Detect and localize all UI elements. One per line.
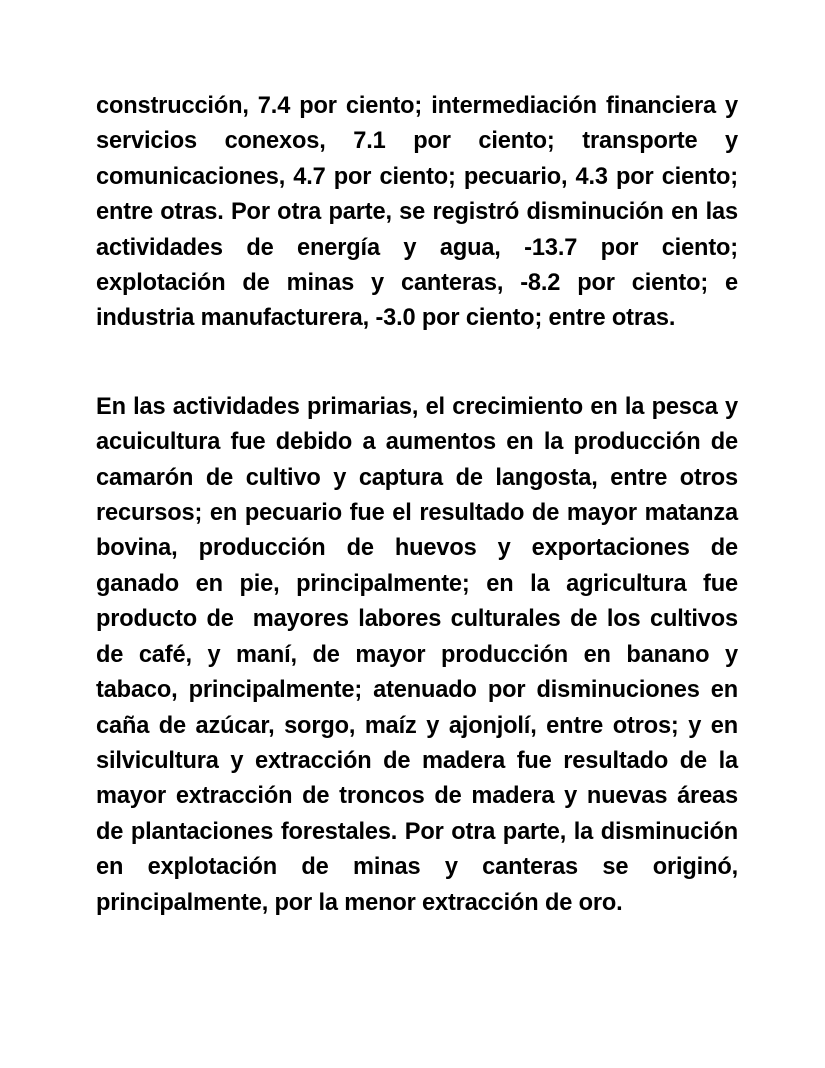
paragraph-economic-sectors: construcción, 7.4 por ciento; intermediación financiera y servicios conexos, 7.1 por ciento; transporte y comunicaciones, 4.7 por ciento; pecuario, 4.3 por ciento; entre otras. Por otra parte, se registró disminución en las actividades de energía y agua, -13.7 por ciento; explotación de minas y canteras, -8.2 por ciento; e industria manufacturera, -3.0 por ciento; entre otras.: [96, 93, 745, 332]
paragraph-spacer: [96, 337, 738, 390]
paragraph-primary-activities: En las actividades primarias, el crecimiento en la pesca y acuicultura fue debido a aumentos en la producción de camarón de cultivo y captura de langosta, entre otros recursos; en pecuario fue el resultado de mayor matanza bovina, producción de huevos y exportaciones de ganado en pie, principalmente; en la agricultura fue producto de mayores labores culturales de los cultivos de café, y maní, de mayor producción en banano y tabaco, principalmente; atenuado por disminuciones en caña de azúcar, sorgo, maíz y ajonjolí, entre otros; y en silvicultura y extracción de madera fue resultado de la mayor extracción de troncos de madera y nuevas áreas de plantaciones forestales. Por otra parte, la disminución en explotación de minas y canteras se originó, principalmente, por la menor extracción de oro.: [96, 393, 745, 916]
document-text-column: [96, 89, 745, 921]
